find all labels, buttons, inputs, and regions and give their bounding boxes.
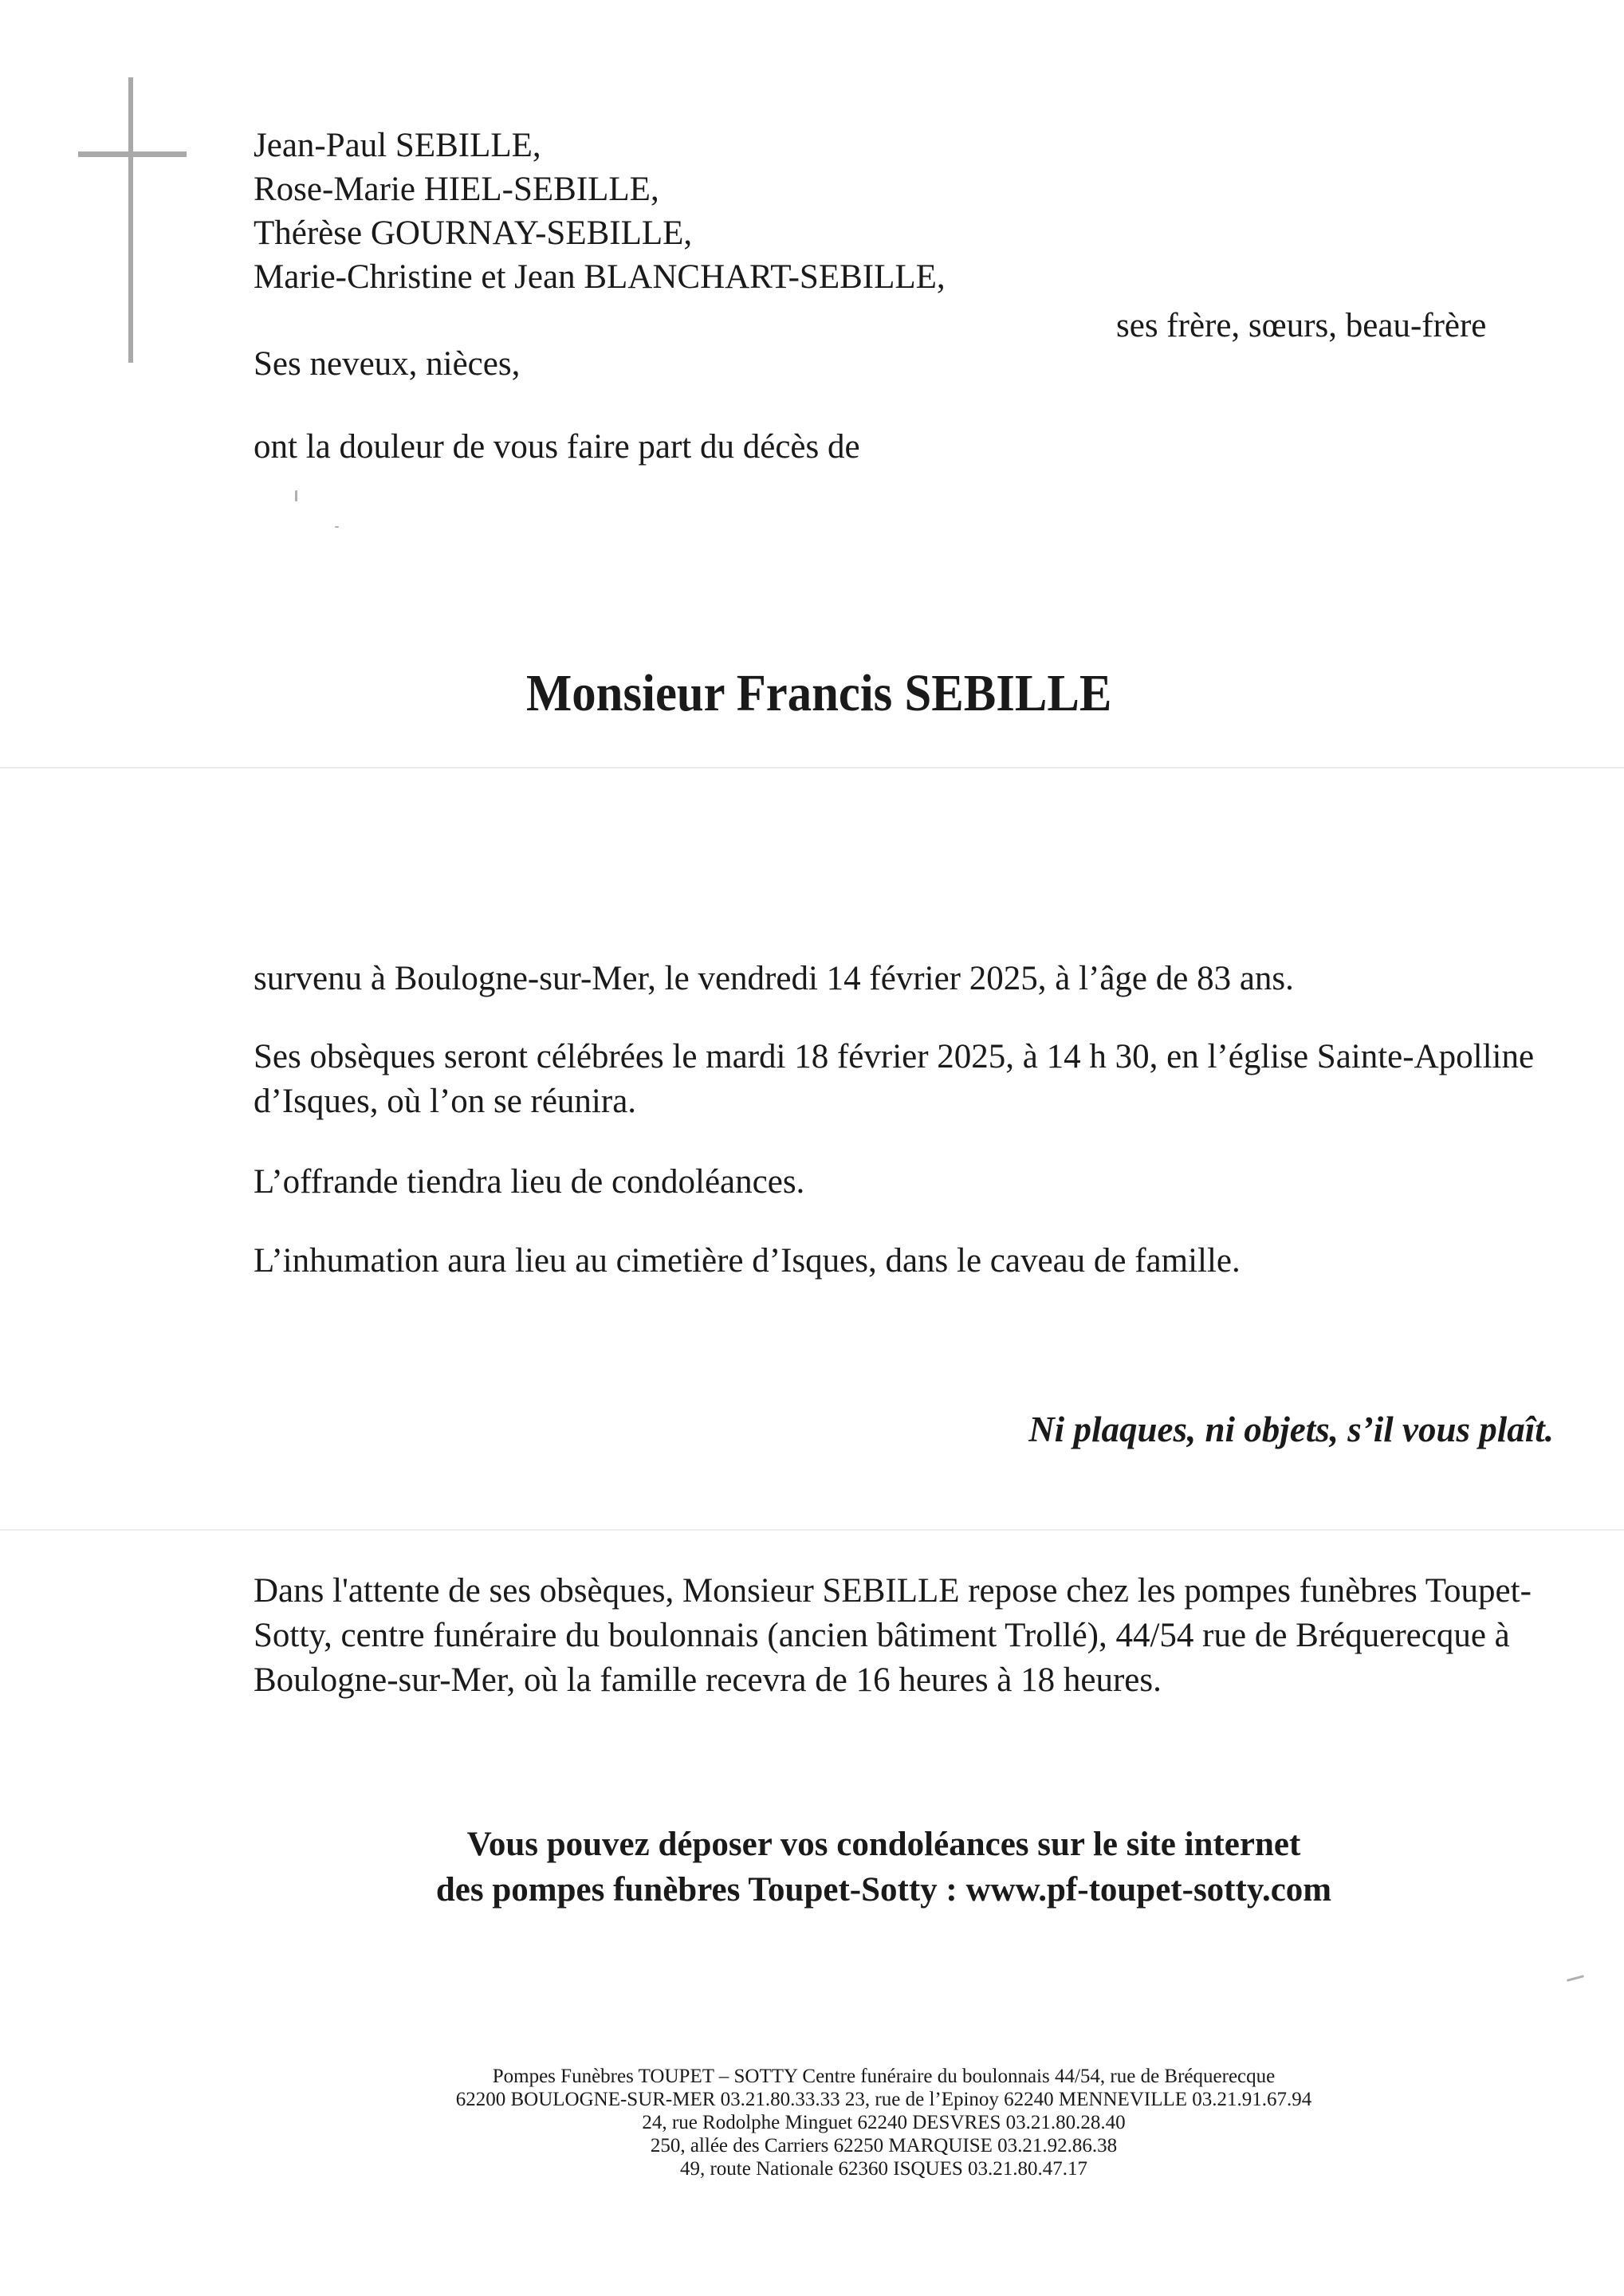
scan-speck <box>1567 1975 1584 1982</box>
announcement-line: ont la douleur de vous faire part du décès de <box>254 428 860 466</box>
cross-vertical-bar <box>128 77 133 363</box>
footer-line: 250, allée des Carriers 62250 MARQUISE 03.21.92.86.38 <box>650 2135 1118 2156</box>
footer-line: Pompes Funèbres TOUPET – SOTTY Centre funéraire du boulonnais 44/54, rue de Bréquerecque <box>492 2066 1276 2087</box>
footer-line: 49, route Nationale 62360 ISQUES 03.21.80.47.17 <box>679 2158 1088 2180</box>
family-member: Rose-Marie HIEL-SEBILLE, <box>254 171 659 208</box>
nephews-line: Ses neveux, nièces, <box>254 345 521 383</box>
condolences-notice <box>0 1822 1624 1913</box>
condolences-website-line: des pompes funèbres Toupet-Sotty : www.pf-toupet-sotty.com <box>435 1871 1332 1909</box>
scan-speck <box>335 526 339 528</box>
family-members-list <box>254 124 946 299</box>
offering-paragraph: L’offrande tiendra lieu de condoléances. <box>254 1163 805 1201</box>
divider <box>0 767 1624 769</box>
burial-paragraph: L’inhumation aura lieu au cimetière d’Isques, dans le caveau de famille. <box>254 1242 1241 1280</box>
scan-speck <box>295 490 297 501</box>
death-paragraph: survenu à Boulogne-sur-Mer, le vendredi 14 février 2025, à l’âge de 83 ans. <box>254 960 1294 997</box>
deceased-name: Monsieur Francis SEBILLE <box>526 664 1112 722</box>
footer-line: 62200 BOULOGNE-SUR-MER 03.21.80.33.33 23, rue de l’Epinoy 62240 MENNEVILLE 03.21.91.67.94 <box>455 2089 1312 2110</box>
condolences-line: Vous pouvez déposer vos condoléances sur le site internet <box>466 1826 1301 1863</box>
family-member: Jean-Paul SEBILLE, <box>254 127 541 164</box>
divider <box>0 1529 1624 1531</box>
funeral-home-footer <box>0 2065 1624 2180</box>
resting-place-paragraph: Dans l'attente de ses obsèques, Monsieur SEBILLE repose chez les pompes funèbres Toupet-Sotty, centre funéraire du boulonnais (ancien bâtiment Trollé), 44/54 rue de Bréquerecque à Boulogne-sur-Mer, où la famille recevra de 16 heures à 18 heures. <box>254 1572 1532 1699</box>
no-flowers-notice: Ni plaques, ni objets, s’il vous plaît. <box>1028 1409 1554 1449</box>
relationship-label: ses frère, sœurs, beau-frère <box>1116 307 1487 344</box>
family-member: Marie-Christine et Jean BLANCHART-SEBILLE, <box>254 258 946 296</box>
funeral-paragraph: Ses obsèques seront célébrées le mardi 18 février 2025, à 14 h 30, en l’église Sainte-Apolline d’Isques, où l’on se réunira. <box>254 1038 1535 1120</box>
family-member: Thérèse GOURNAY-SEBILLE, <box>254 214 693 252</box>
footer-line: 24, rue Rodolphe Minguet 62240 DESVRES 03.21.80.28.40 <box>642 2112 1126 2133</box>
cross-horizontal-bar <box>78 151 187 157</box>
